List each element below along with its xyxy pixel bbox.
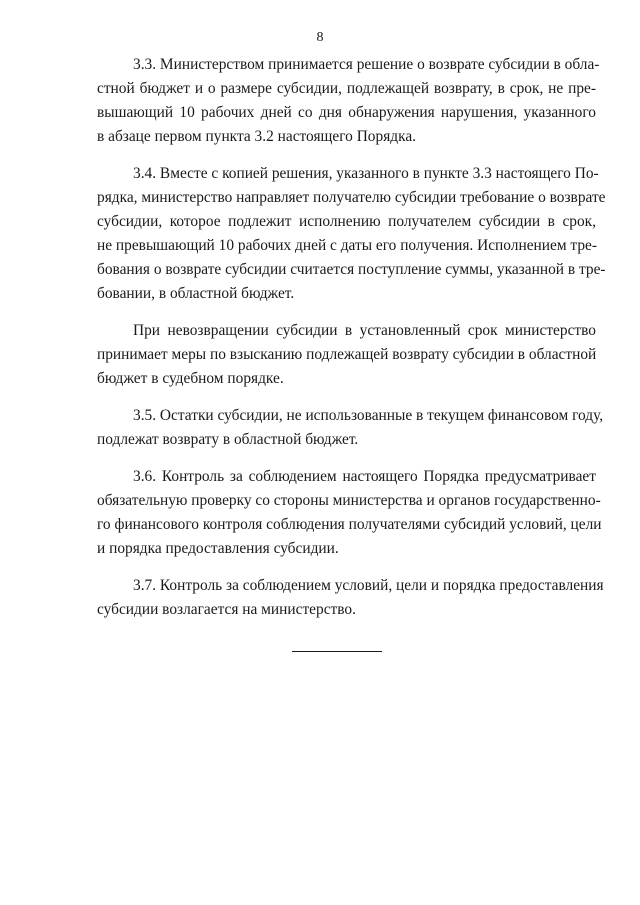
paragraph-line: При невозвращении субсидии в установленный срок министерство [133, 322, 596, 339]
paragraph-line: и порядка предоставления субсидии. [97, 540, 339, 557]
paragraph-line: субсидии, которое подлежит исполнению получателем субсидии в срок, [97, 213, 596, 230]
paragraph [97, 465, 602, 561]
paragraph [97, 319, 596, 391]
paragraph-line: 3.6. Контроль за соблюдением настоящего Порядка предусматривает [133, 468, 596, 485]
paragraph-line: подлежат возврату в областной бюджет. [97, 431, 359, 448]
paragraph-line: не превышающий 10 рабочих дней с даты его получения. Исполнением тре- [97, 237, 597, 254]
paragraph [97, 404, 604, 452]
paragraph-line: бования о возврате субсидии считается поступление суммы, указанной в тре- [97, 261, 606, 278]
paragraph [97, 53, 600, 149]
paragraph-line: рядка, министерство направляет получателю субсидии требование о возврате [97, 189, 606, 206]
paragraph-line: 3.3. Министерством принимается решение о возврате субсидии в обла- [133, 56, 600, 73]
paragraph-line: стной бюджет и о размере субсидии, подлежащей возврату, в срок, не пре- [97, 80, 596, 97]
paragraph-line: вышающий 10 рабочих дней со дня обнаружения нарушения, указанного [97, 104, 596, 121]
paragraph-line: обязательную проверку со стороны министерства и органов государственно- [97, 492, 601, 509]
paragraph [97, 574, 604, 622]
page-number: 8 [316, 30, 324, 45]
paragraph-line: в абзаце первом пункта 3.2 настоящего Порядка. [97, 128, 417, 145]
document-body [97, 53, 606, 635]
paragraph-line: 3.4. Вместе с копией решения, указанного в пункте 3.3 настоящего По- [133, 165, 599, 182]
paragraph-line: го финансового контроля соблюдения получателями субсидий условий, цели [97, 516, 602, 533]
paragraph-line: 3.7. Контроль за соблюдением условий, цели и порядка предоставления [133, 577, 604, 594]
paragraph-line: 3.5. Остатки субсидии, не использованные в текущем финансовом году, [133, 407, 604, 424]
paragraph [97, 162, 606, 306]
end-of-text-rule [292, 651, 382, 652]
paragraph-line: субсидии возлагается на министерство. [97, 601, 356, 618]
paragraph-line: бовании, в областной бюджет. [97, 285, 295, 302]
paragraph-line: бюджет в судебном порядке. [97, 370, 284, 387]
paragraph-line: принимает меры по взысканию подлежащей возврату субсидии в областной [97, 346, 597, 363]
